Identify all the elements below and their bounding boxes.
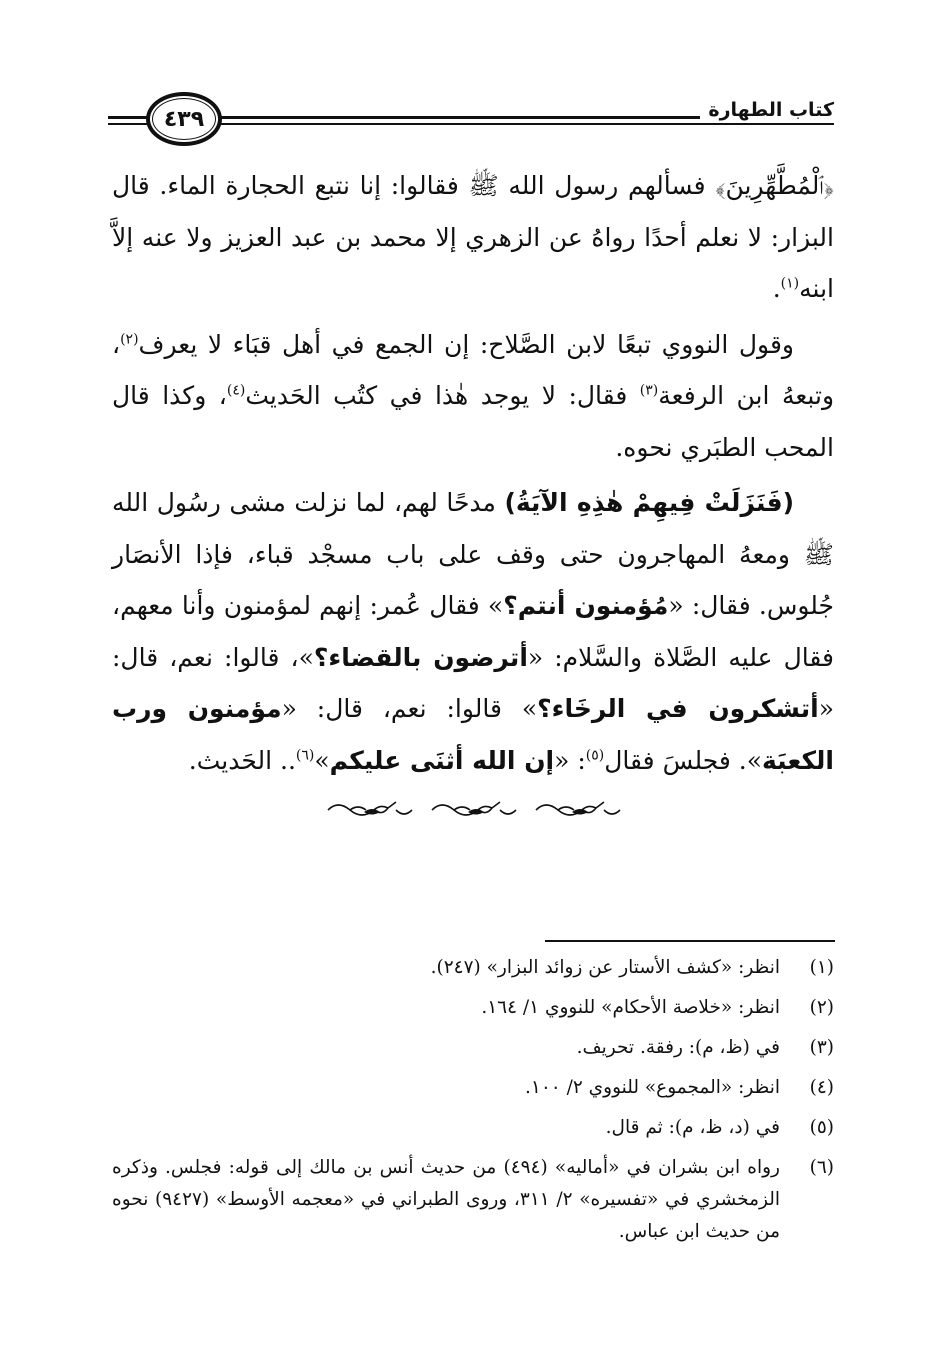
paragraph-1 [112,160,834,315]
footnote-ref: (٦) [295,747,315,764]
main-text [112,160,834,786]
footnote-number: (٤) [809,1077,834,1098]
footnote [112,1028,834,1068]
footnote-ref: (٤) [226,382,246,399]
page-number: ٤٣٩ [152,98,216,140]
page-header [108,92,834,148]
paragraph-2 [112,319,834,474]
ornament-divider [320,796,640,824]
text-run: .. الحَديث. [188,745,296,775]
footnote-number: (٢) [809,997,834,1018]
text-run: ، وتبعهُ ابن الرفعة [112,329,835,410]
footnote-number: (٥) [809,1117,834,1138]
footnote-text: انظر: «خلاصة الأحكام» للنووي ١/ ١٦٤. [481,997,780,1018]
page-number-badge [146,92,222,146]
footnote-separator [545,940,835,942]
footnotes [112,948,834,1248]
text-run: . [772,274,781,303]
footnote-ref: (٢) [120,331,139,348]
chapter-title: كتاب الطهارة [700,98,834,122]
footnote-number: (٦) [809,1157,834,1178]
footnote-text: رواه ابن بشران في «أماليه» (٤٩٤) من حديث أنس بن مالك إلى قوله: فجلس. وذكره الزمخشري في «تفسيره» ٢/ ٣١١، وروى الطبراني في «معجمه الأوسط» (٩٤٢٧) نحوه من حديث ابن عباس. [112,1157,780,1242]
text-run: ، وكذا قال المحب الطبَري نحوه. [112,381,834,462]
text-run: » قالوا: نعم، قال: « [281,694,538,723]
bold-phrase: أترضون بالقضاء؟ [313,642,528,672]
footnote [112,1068,834,1108]
bold-phrase: (فَنَزَلَتْ فِيهِمْ هٰذِهِ الآيَةُ) [504,488,794,517]
paragraph-3 [112,477,834,786]
footnote-number: (١) [809,957,834,978]
footnote-number: (٣) [809,1037,834,1058]
text-run: » [314,745,330,775]
text-run: ». فجلسَ فقال [604,745,763,775]
text-run: فقال: لا يوجد هٰذا في كتُب الحَديث [245,381,640,410]
footnote [112,988,834,1028]
text-run: »، قالوا: نعم، قال: « [112,642,835,723]
footnote [112,1148,834,1248]
footnote-ref: (٥) [585,747,605,764]
text-run: وقول النووي تبعًا لابن الصَّلاح: إن الجمع في أهل قبَاء لا يعرف [138,329,794,359]
text-run: : « [554,745,586,775]
text-run: ﴿ٱلْمُطَّهِّرِينَ﴾ فسألهم رسول الله ﷺ فقالوا: إنا نتبع الحجارة الماء. قال البزار: لا نعلم أحدًا رواهُ عن الزهري إلا محمد بن عبد العزيز ولا عنه إلاَّ ابنه [112,171,834,303]
footnote-text: في (د، ظ، م): ثم قال. [605,1117,780,1138]
footnote-text: انظر: «كشف الأستار عن زوائد البزار» (٢٤٧). [430,957,780,978]
footnote [112,1108,834,1148]
text-run: مدحًا لهم، لما نزلت مشى رسُول الله ﷺ ومعهُ المهاجرون حتى وقف على باب مسجْد قباء، فإذا الأنصَار جُلوس. فقال: « [112,488,834,620]
bold-phrase: مُؤمنون أنتم؟ [503,591,669,620]
footnote-ref: (٣) [639,382,659,399]
footnote-text: في (ظ، م): رفقة. تحريف. [576,1037,780,1058]
bold-phrase: إن الله أثنَى عليكم [329,745,555,775]
text-run: » فقال عُمر: إنهم لمؤمنون وأنا معهم، فقال عليه الصَّلاة والسَّلام: « [112,591,834,672]
bold-phrase: مؤمنون ورب الكعبَة [112,694,834,775]
footnote [112,948,834,988]
footnote-ref: (١) [780,275,800,292]
footnote-text: انظر: «المجموع» للنووي ٢/ ١٠٠. [525,1077,780,1098]
bold-phrase: أتشكرون في الرخَاء؟ [537,694,819,723]
